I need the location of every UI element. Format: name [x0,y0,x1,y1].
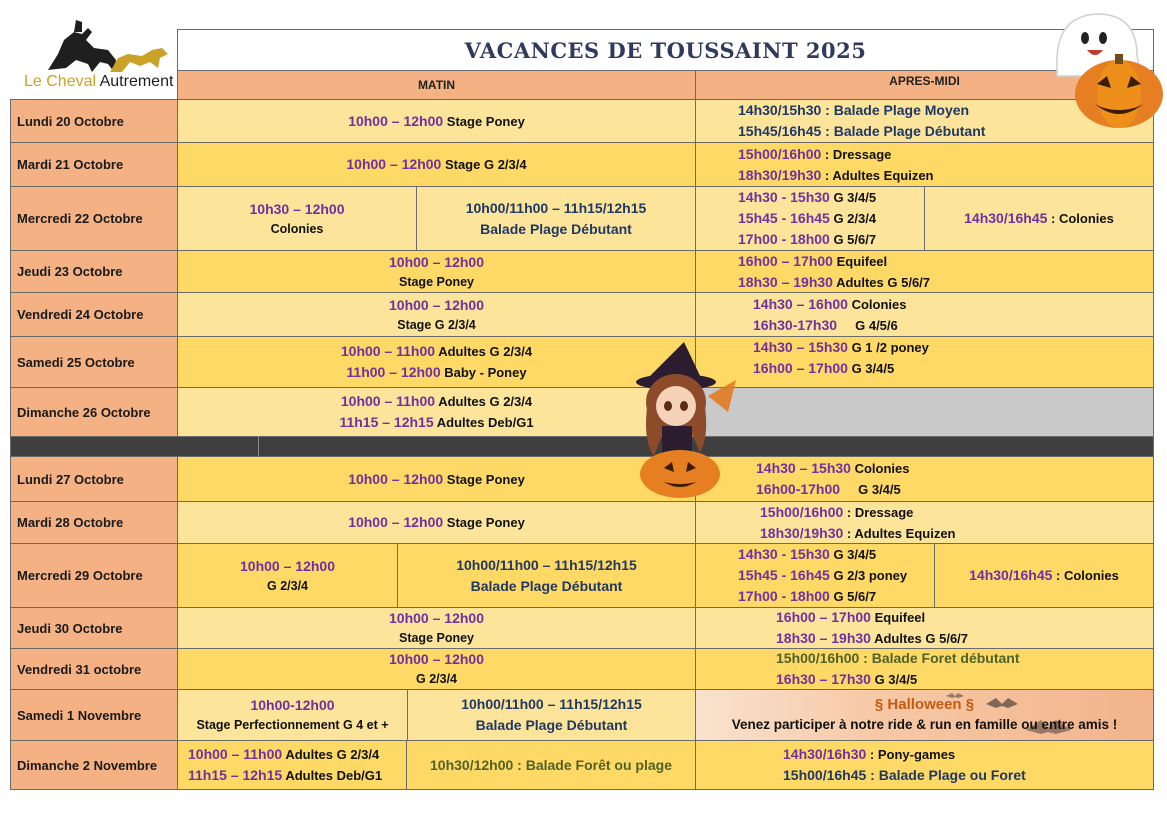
time-slot: 14h30/16h45 [969,567,1053,583]
time-slot: 16h00 – 17h00 [776,609,871,625]
activity-label: Stage Poney [443,113,525,129]
logo-text-part1: Le Cheval [24,73,97,90]
afternoon-cell [695,186,925,251]
activity-label: Stage Poney [443,471,525,487]
activity-label: Equifeel [870,610,926,625]
activity-label: Stage G 2/3/4 [441,157,527,172]
time-slot: 10h00-12h00 [250,697,335,713]
activity-label: G 1 /2 poney [847,340,929,355]
afternoon-cell [695,292,1154,337]
activity-label: G 3/4/5 [870,672,918,687]
time-slot: 10h00 – 12h00 [348,514,444,530]
morning-cell [407,689,696,741]
time-slot: 14h30 - 15h30 [738,546,830,562]
activity-label: G 2/3 poney [829,568,908,583]
ghost-pumpkin-icon [1037,6,1167,131]
activity-label: Adultes G 5/6/7 [832,274,931,290]
activity-label: : Balade Forêt ou plage [513,756,672,773]
morning-cell [416,186,696,251]
activity-label: : Balade Plage ou Foret [866,767,1026,783]
morning-cell [177,186,417,251]
activity-label: Equifeel [832,253,888,269]
day-label: Lundi 20 Octobre [17,113,124,129]
morning-cell [177,387,696,437]
week-separator [10,436,1154,457]
activity-label: G 3/4/5 [847,361,895,376]
morning-cell [177,607,696,649]
time-slot: 16h30-17h30 [753,316,838,333]
activity-label: : Dressage [843,504,914,520]
day-cell [10,186,178,251]
activity-label: Stage Poney [398,631,475,645]
activity-label: Stage Poney [398,274,475,289]
afternoon-cell [695,456,1154,502]
time-slot: 18h30/19h30 [738,166,822,183]
activity-label: Stage G 2/3/4 [397,317,476,332]
day-cell [10,142,178,187]
time-slot: 10h30/12h00 [430,756,514,773]
afternoon-cell [934,543,1154,608]
time-slot: 18h30 – 19h30 [738,273,833,290]
time-slot: 10h00 – 11h00 [340,393,436,409]
time-slot: 18h30 – 19h30 [776,630,871,646]
activity-label: G 5/6/7 [829,232,877,247]
afternoon-cell [695,543,935,608]
time-slot: 10h00 – 12h00 [348,470,444,487]
activity-label: G 2/3/4 [416,672,457,686]
afternoon-cell [695,142,1154,187]
afternoon-cell [695,648,1154,690]
day-cell [10,336,178,388]
activity-label: Stage Poney [443,515,525,530]
title-banner [177,29,1154,71]
activity-label: Adultes Deb/G1 [433,415,534,430]
time-slot: 15h45 - 16h45 [738,567,830,583]
activity-label: Colonies [270,221,324,236]
morning-cell [177,689,408,741]
activity-label: G 3/4/5 [829,547,877,562]
activity-label: Colonies [847,296,907,312]
activity-label: : Adultes Equizen [821,167,934,183]
halloween-description: Venez participer à notre ride & run en famille ou entre amis ! [731,717,1118,732]
activity-label: G 2/3/4 [267,578,308,593]
logo-text-part2: Autrement [99,73,174,90]
time-slot: 16h00 – 17h00 [753,360,848,376]
activity-line: 15h45/16h45 : Balade Plage Débutant [738,123,986,139]
time-slot: 10h00 – 12h00 [346,156,442,172]
day-cell [10,740,178,790]
activity-label: Balade Plage Débutant [470,577,623,594]
time-slot: 10h00 – 12h00 [348,112,444,129]
header-afternoon-label: APRES-MIDI [889,74,960,88]
day-label: Samedi 1 Novembre [17,707,142,723]
time-slot: 10h00 – 12h00 [389,610,484,626]
morning-cell [397,543,696,608]
horses-logo-icon [30,20,180,78]
afternoon-cell [924,186,1154,251]
day-label: Mardi 28 Octobre [17,515,124,530]
time-slot: 15h00/16h45 [783,767,867,783]
time-slot: 11h15 – 12h15 [188,767,283,783]
morning-cell [406,740,696,790]
day-cell [10,292,178,337]
morning-cell [177,456,696,502]
day-label: Samedi 25 Octobre [17,354,135,370]
morning-cell [177,336,696,388]
activity-label: G 4/5/6 [837,317,898,333]
activity-label: Stage Perfectionnement G 4 et + [196,718,389,732]
time-slot: 16h00 – 17h00 [738,252,833,269]
time-slot: 11h00 – 12h00 [346,364,441,380]
morning-cell [177,292,696,337]
time-slot: 15h45 - 16h45 [738,210,830,226]
afternoon-cell [695,336,1154,388]
activity-label: Adultes Deb/G1 [282,768,383,783]
day-label: Mercredi 29 Octobre [17,568,143,583]
activity-label: Adultes G 2/3/4 [435,344,533,359]
day-cell [10,543,178,608]
activity-label: : Dressage [821,146,892,162]
day-label: Dimanche 26 Octobre [17,404,151,420]
morning-cell [177,740,407,790]
logo [20,18,180,98]
day-cell [10,99,178,143]
time-slot: 10h00 – 12h00 [389,296,484,313]
time-slot: 10h00/11h00 – 11h15/12h15 [465,199,647,216]
time-slot: 10h30 – 12h00 [249,200,345,217]
activity-label: Adultes G 2/3/4 [282,747,380,762]
activity-line: 15h00/16h00 : Balade Foret débutant [776,650,1020,666]
page-title: VACANCES DE TOUSSAINT 2025 [464,37,867,63]
activity-label: Balade Plage Débutant [480,220,632,237]
day-cell [10,648,178,690]
day-cell [10,387,178,437]
time-slot: 10h00/11h00 – 11h15/12h15 [461,696,642,712]
time-slot: 17h00 - 18h00 [738,231,830,247]
day-label: Jeudi 30 Octobre [17,620,123,636]
time-slot: 16h30 – 17h30 [776,671,871,687]
time-slot: 14h30 – 15h30 [753,339,848,355]
activity-label: : Colonies [1052,568,1119,583]
time-slot: 14h30/16h30 [783,746,867,762]
halloween-title: § Halloween § [874,696,975,713]
time-slot: 11h15 – 12h15 [339,414,434,430]
activity-label: G 3/4/5 [829,190,877,205]
halloween-cell [695,689,1154,741]
morning-cell [177,543,398,608]
time-slot: 15h00/16h00 [738,145,822,162]
time-slot: 18h30/19h30 [760,524,844,541]
afternoon-cell [695,250,1154,293]
time-slot: 10h00 – 12h00 [240,557,335,574]
time-slot: 10h00 – 11h00 [340,343,436,359]
activity-label: G 3/4/5 [840,482,901,497]
day-cell [10,456,178,502]
time-slot: 10h00/11h00 – 11h15/12h15 [456,556,637,573]
day-cell [10,607,178,649]
day-label: Jeudi 23 Octobre [17,264,123,279]
activity-label: Colonies [850,461,910,476]
header-morning-label: MATIN [417,78,456,92]
day-cell [10,250,178,293]
morning-cell [177,99,696,143]
activity-label: Baby - Poney [440,365,527,380]
time-slot: 17h00 - 18h00 [738,588,830,604]
activity-label: Balade Plage Débutant [475,717,628,733]
time-slot: 16h00-17h00 [756,481,841,497]
time-slot: 14h30/16h45 [964,210,1048,226]
activity-label: G 2/3/4 [829,211,877,226]
morning-cell [177,142,696,187]
day-label: Vendredi 31 octobre [17,661,142,677]
time-slot: 10h00 – 11h00 [188,746,283,762]
activity-label: : Adultes Equizen [843,525,956,541]
time-slot: 10h00 – 12h00 [389,651,484,667]
day-label: Dimanche 2 Novembre [17,757,158,773]
time-slot: 14h30 – 16h00 [753,295,848,312]
separator-divider [258,436,259,457]
morning-cell [177,648,696,690]
morning-cell [177,501,696,544]
afternoon-cell [695,740,1154,790]
day-cell [10,501,178,544]
time-slot: 14h30 - 15h30 [738,189,830,205]
header-morning [177,70,696,100]
activity-label: Adultes G 5/6/7 [870,631,969,646]
day-label: Lundi 27 Octobre [17,471,124,487]
day-label: Mercredi 22 Octobre [17,211,143,226]
activity-label: G 5/6/7 [829,589,877,604]
day-cell [10,689,178,741]
activity-label: : Colonies [1047,211,1114,226]
morning-cell [177,250,696,293]
day-label: Mardi 21 Octobre [17,157,124,172]
afternoon-cell [695,607,1154,649]
day-label: Vendredi 24 Octobre [17,307,144,322]
activity-label: : Pony-games [866,747,956,762]
time-slot: 14h30 – 15h30 [756,460,851,476]
afternoon-cell-empty [695,387,1154,437]
time-slot: 10h00 – 12h00 [389,253,484,270]
activity-line: 14h30/15h30 : Balade Plage Moyen [738,102,970,118]
time-slot: 15h00/16h00 [760,503,844,520]
witch-girl-icon [624,340,744,500]
activity-label: Adultes G 2/3/4 [435,394,533,409]
afternoon-cell [695,501,1154,544]
